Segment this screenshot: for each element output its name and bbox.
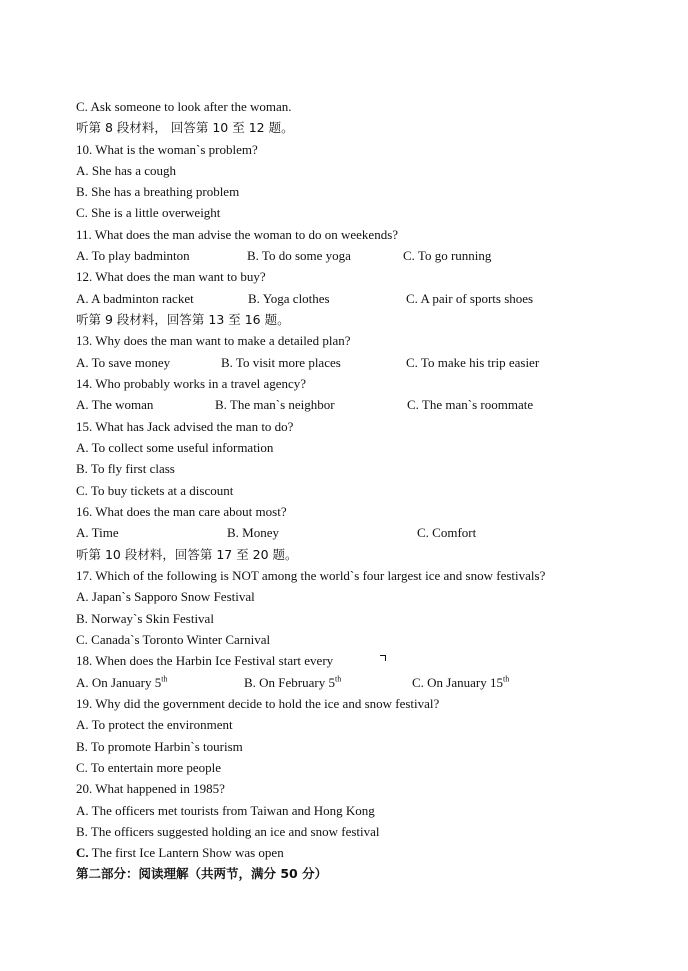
q12-option-c: C. A pair of sports shoes xyxy=(406,291,534,306)
q20-option-c xyxy=(76,845,284,861)
section-8-instruction: 听第 8 段材料， 回答第 10 至 12 题。 xyxy=(76,120,294,135)
q16-options xyxy=(0,525,688,541)
q12-option-b: B. Yoga clothes xyxy=(248,291,330,306)
q10-option-b: B. She has a breathing problem xyxy=(76,184,240,199)
question-18: 18. When does the Harbin Ice Festival start every xyxy=(76,653,334,668)
question-13: 13. Why does the man want to make a detailed plan? xyxy=(76,333,351,348)
question-10: 10. What is the woman`s problem? xyxy=(76,142,258,157)
q18-option-a-sup: th xyxy=(161,674,168,684)
q18-option-a xyxy=(76,675,167,691)
q18-option-c-text: C. On January 15 xyxy=(412,675,503,690)
q13-option-a: A. To save money xyxy=(76,355,171,370)
q13-option-b: B. To visit more places xyxy=(221,355,341,370)
q16-option-b: B. Money xyxy=(227,525,279,540)
q18-option-b-text: B. On February 5 xyxy=(244,675,335,690)
question-15: 15. What has Jack advised the man to do? xyxy=(76,419,294,434)
q9-option-c: C. Ask someone to look after the woman. xyxy=(76,99,292,114)
q18-option-a-text: A. On January 5 xyxy=(76,675,162,690)
section-10-instruction: 听第 10 段材料，回答第 17 至 20 题。 xyxy=(76,547,298,562)
q20-option-c-text: The first Ice Lantern Show was open xyxy=(88,845,284,860)
q16-option-c: C. Comfort xyxy=(417,525,477,540)
q18-options xyxy=(0,675,688,691)
q19-option-a: A. To protect the environment xyxy=(76,717,233,732)
q11-option-c: C. To go running xyxy=(403,248,492,263)
q14-option-c: C. The man`s roommate xyxy=(407,397,534,412)
q10-option-c: C. She is a little overweight xyxy=(76,205,221,220)
q18-option-c xyxy=(412,675,509,691)
q14-option-b: B. The man`s neighbor xyxy=(215,397,335,412)
q20-option-a: A. The officers met tourists from Taiwan and Hong Kong xyxy=(76,803,375,818)
question-20: 20. What happened in 1985? xyxy=(76,781,225,796)
q18-option-c-sup: th xyxy=(503,674,510,684)
q20-option-b: B. The officers suggested holding an ice and snow festival xyxy=(76,824,380,839)
q15-option-a: A. To collect some useful information xyxy=(76,440,274,455)
q11-option-a: A. To play badminton xyxy=(76,248,190,263)
part-2-heading: 第二部分：阅读理解（共两节，满分 50 分） xyxy=(76,866,328,881)
q18-option-b-sup: th xyxy=(335,674,342,684)
question-11: 11. What does the man advise the woman to do on weekends? xyxy=(76,227,399,242)
q11-options xyxy=(0,248,688,264)
q14-option-a: A. The woman xyxy=(76,397,154,412)
q15-option-c: C. To buy tickets at a discount xyxy=(76,483,234,498)
question-14: 14. Who probably works in a travel agency? xyxy=(76,376,307,391)
q13-option-c: C. To make his trip easier xyxy=(406,355,540,370)
q18-option-b xyxy=(244,675,341,691)
q19-option-b: B. To promote Harbin`s tourism xyxy=(76,739,243,754)
q19-option-c: C. To entertain more people xyxy=(76,760,222,775)
q17-option-a: A. Japan`s Sapporo Snow Festival xyxy=(76,589,255,604)
section-9-instruction: 听第 9 段材料，回答第 13 至 16 题。 xyxy=(76,312,290,327)
question-17: 17. Which of the following is NOT among the world`s four largest ice and snow festivals? xyxy=(76,568,546,583)
q12-options xyxy=(0,291,688,307)
q10-option-a: A. She has a cough xyxy=(76,163,177,178)
q12-option-a: A. A badminton racket xyxy=(76,291,194,306)
q14-options xyxy=(0,397,688,413)
q17-option-b: B. Norway`s Skin Festival xyxy=(76,611,214,626)
q11-option-b: B. To do some yoga xyxy=(247,248,351,263)
question-12: 12. What does the man want to buy? xyxy=(76,269,266,284)
corner-mark-icon xyxy=(380,655,386,661)
q16-option-a: A. Time xyxy=(76,525,119,540)
q15-option-b: B. To fly first class xyxy=(76,461,175,476)
q13-options xyxy=(0,355,688,371)
q20-option-c-letter: C. xyxy=(76,845,89,860)
question-19: 19. Why did the government decide to hold the ice and snow festival? xyxy=(76,696,440,711)
q17-option-c: C. Canada`s Toronto Winter Carnival xyxy=(76,632,271,647)
question-16: 16. What does the man care about most? xyxy=(76,504,287,519)
